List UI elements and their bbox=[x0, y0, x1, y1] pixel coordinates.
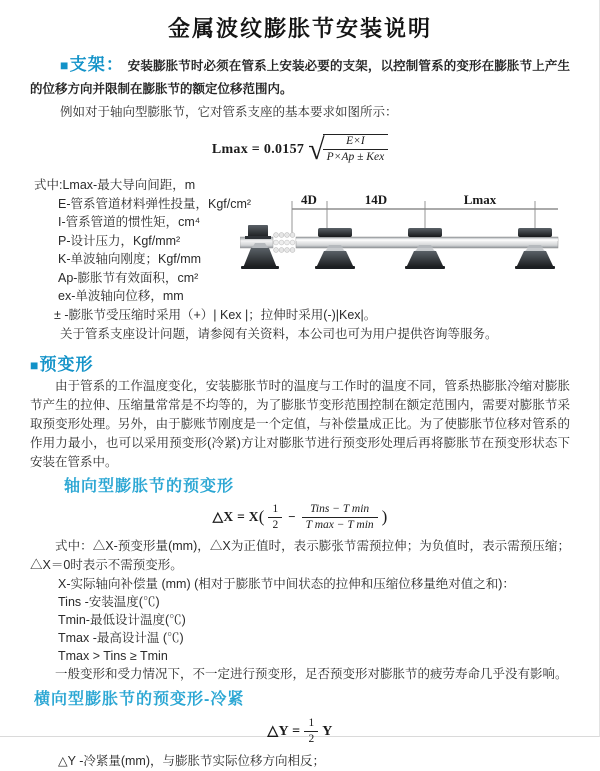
axial-symbol-item: Tmax > Tins ≥ Tmin bbox=[58, 648, 168, 663]
definition-item: Ap-膨胀节有效面积，cm² bbox=[58, 270, 199, 285]
temperature-fraction bbox=[302, 503, 378, 532]
fraction-denominator: T max − T min bbox=[305, 518, 374, 531]
support-example-line: 例如对于轴向型膨胀节，它对管系支座的基本要求如图所示： bbox=[60, 105, 398, 119]
axial-formula-explain: 式中：△X-预变形量(mm)，△X为正值时，表示膨张节需预拉伸；为负值时，表示需预压缩；△X＝0时表示不需预变形。 bbox=[30, 538, 570, 572]
pipe-guide-icon bbox=[405, 228, 445, 269]
fraction-denominator: 2 bbox=[308, 732, 315, 745]
fraction-denominator: 2 bbox=[272, 518, 279, 531]
lateral-symbol-item: △Y -冷紧量(mm)，与膨胀节实际位移方向相反； bbox=[58, 753, 326, 768]
preform-paragraph: 由于管系的工作温度变化，安装膨胀节时的温度与工作时的温度不同，管系热膨胀冷缩对膨胀节产生的拉伸、压缩量常常是不均等的，为了膨胀节变形范围控制在额定范围内，需要对膨胀节采取预变形处理。另外，由于膨账节刚度是一个定值，与补偿量成正比。为了使膨胀节位移对管系的作用力最小，也可以采用预变形(冷紧)方让对膨胀节进行预变形处理后再将膨胀节在预变形状态下安装在管系中。 bbox=[30, 378, 570, 469]
consult-note: 关于管系支座设计问题，请参阅有关资料，本公司也可为用户提供咨询等服务。 bbox=[60, 326, 498, 341]
dim-label-lmax: Lmax bbox=[463, 192, 497, 207]
fraction-numerator: Tins − T min bbox=[302, 503, 378, 518]
axial-symbol-item: Tins -安装温度(℃) bbox=[58, 594, 160, 609]
definition-item: K-单波轴向刚度；Kgf/mm bbox=[58, 252, 202, 266]
axial-symbol-item: Tmax -最高设计温 (℃) bbox=[58, 630, 184, 645]
dim-label-14d: 14D bbox=[364, 192, 388, 207]
definition-item: I-管系管道的惯性矩，cm⁴ bbox=[58, 215, 201, 229]
minus-operator: − bbox=[288, 508, 296, 524]
preform-section-heading-row bbox=[30, 354, 570, 377]
axial-symbol-item: X-实际轴向补偿量 (mm) (相对于膨胀节中间状态的拉伸和压缩位移量绝对值之和)： bbox=[58, 576, 515, 591]
axial-symbol-item: Tmin-最低设计温度(℃) bbox=[58, 612, 186, 627]
support-section-heading: 支架： bbox=[69, 55, 125, 74]
pipe-guide-icon bbox=[515, 228, 555, 269]
axial-symbol-list bbox=[30, 575, 570, 665]
lateral-preform-heading: 横向型膨胀节的预变形-冷紧 bbox=[34, 690, 245, 708]
definition-item: E-管系管道材料弹性投量，Kgf/cm² bbox=[58, 196, 252, 211]
fraction-numerator: 1 bbox=[304, 717, 318, 732]
axial-preform-formula bbox=[30, 503, 570, 532]
preform-section-heading: 预变形 bbox=[39, 354, 94, 374]
pipe-guide-icon bbox=[315, 228, 355, 269]
definition-item: P-设计压力，Kgf/mm² bbox=[58, 233, 181, 248]
lmax-formula-denominator: P×Ap ± Kex bbox=[326, 151, 385, 164]
bellows-icon bbox=[274, 233, 295, 253]
definition-item: ex-单波轴向位移，mm bbox=[58, 289, 184, 303]
lmax-formula-numerator: E×I bbox=[323, 135, 389, 150]
lateral-preform-formula bbox=[30, 717, 570, 746]
page-title: 金属波纹膨胀节安装说明 bbox=[167, 16, 432, 41]
lmax-formula bbox=[30, 133, 570, 171]
dim-label-4d: 4D bbox=[301, 192, 317, 207]
one-half-fraction bbox=[304, 717, 318, 746]
radical-sign: √ bbox=[308, 133, 322, 166]
section-square-icon: ■ bbox=[30, 356, 39, 373]
one-half-fraction bbox=[268, 503, 282, 532]
lmax-formula-fraction bbox=[323, 134, 389, 164]
axial-preform-heading: 轴向型膨胀节的预变形 bbox=[64, 477, 235, 495]
open-paren: ( bbox=[258, 506, 265, 526]
lateral-formula-suffix: Y bbox=[322, 723, 333, 739]
axial-note: 一般变形和受力情况下，不一定进行预变形，足否预变形对膨胀节的疲劳寿命几乎没有影响。 bbox=[55, 666, 568, 681]
axial-formula-prefix: △X = X bbox=[212, 508, 259, 524]
lmax-formula-prefix: Lmax = 0.0157 bbox=[211, 142, 305, 157]
close-paren: ) bbox=[381, 506, 388, 526]
lateral-formula-prefix: △Y = bbox=[267, 723, 301, 739]
formula-where-line: 式中:Lmax-最大导向间距，m bbox=[34, 178, 196, 192]
pipe-support-diagram-svg bbox=[240, 191, 575, 291]
support-intro-text: 安装膨胀节时必须在管系上安装必要的支架，以控制管系的变形在膨胀节上产生的位移方向并限制在膨胀节的额定位移范围内。 bbox=[30, 59, 570, 96]
section-square-icon: ■ bbox=[60, 57, 69, 73]
support-intro-paragraph bbox=[30, 53, 570, 101]
plusminus-note: ± -膨胀节受压缩时采用（+）| Kex |；拉伸时采用(-)|Kex|。 bbox=[54, 307, 377, 322]
pipe-support-diagram bbox=[240, 191, 575, 291]
fraction-numerator: 1 bbox=[268, 503, 282, 518]
